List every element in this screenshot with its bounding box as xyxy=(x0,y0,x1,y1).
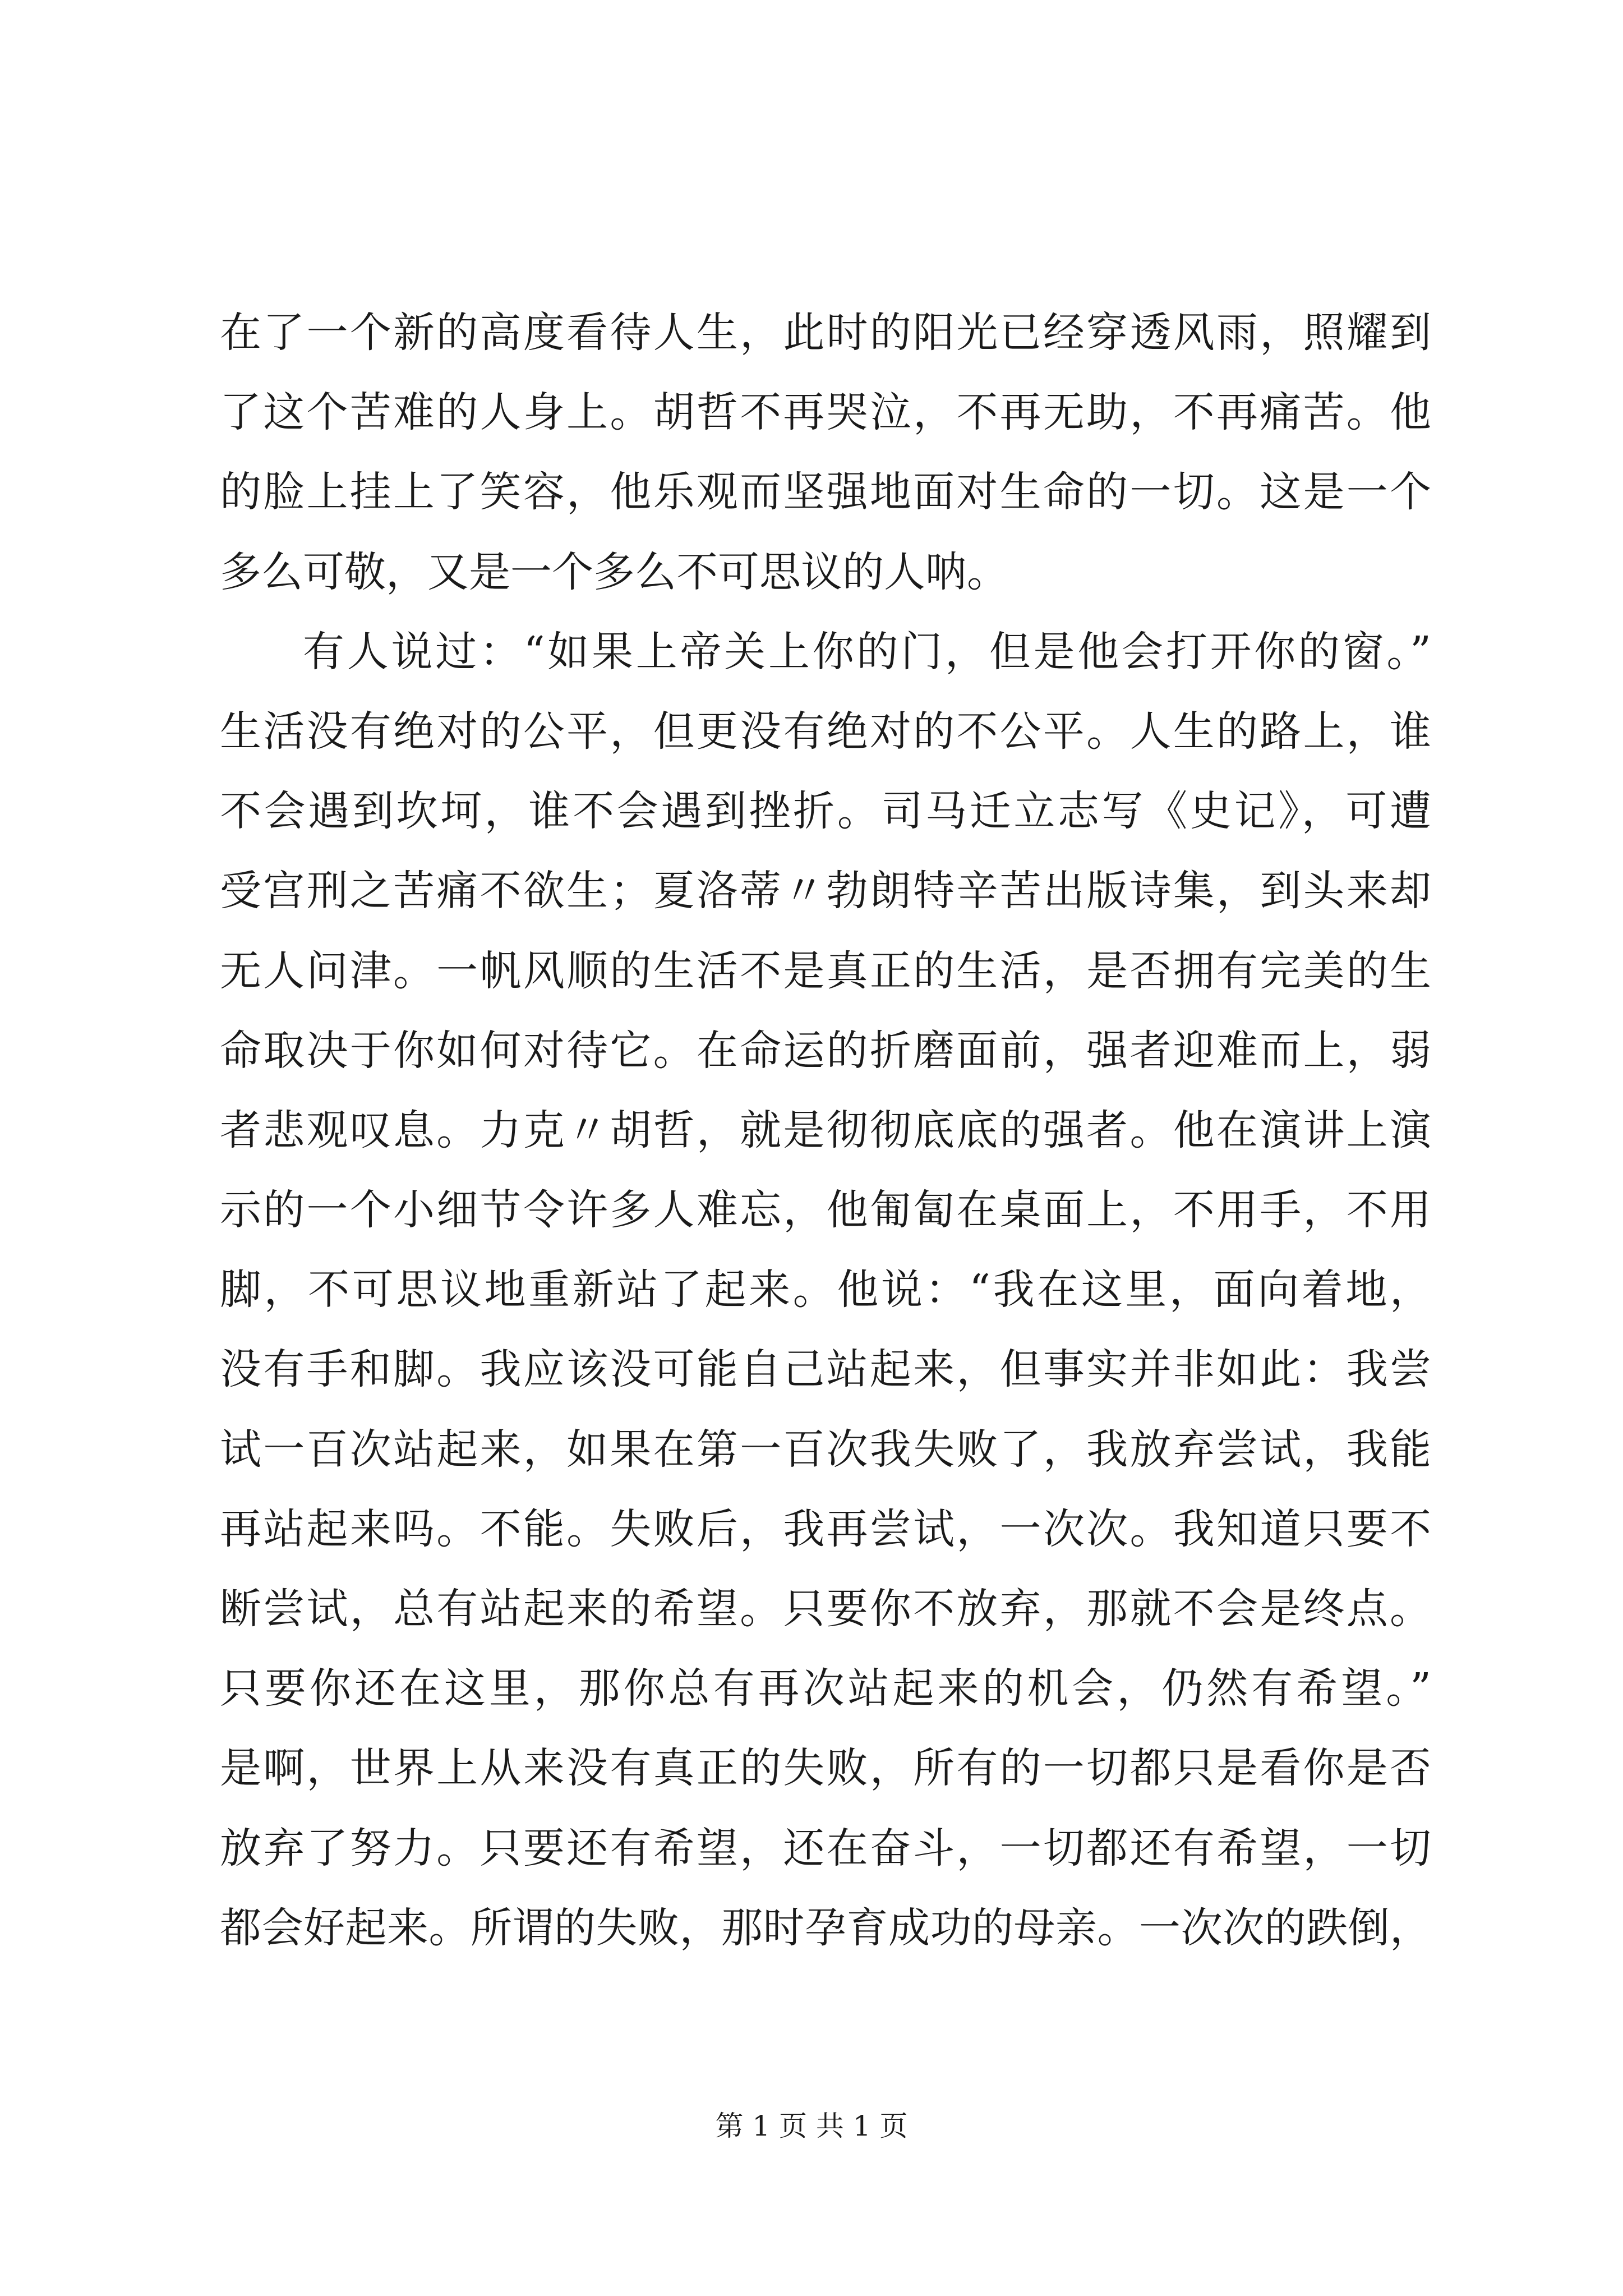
text-line: 没有手和脚。我应该没可能自己站起来，但事实并非如此：我尝 xyxy=(220,1345,1431,1394)
text-line: 再站起来吗。不能。失败后，我再尝试，一次次。我知道只要不 xyxy=(220,1504,1431,1553)
page-number-label: 第 1 页 共 1 页 xyxy=(715,2110,908,2142)
text-line: 生活没有绝对的公平，但更没有绝对的不公平。人生的路上，谁 xyxy=(220,707,1431,756)
text-line: 断尝试，总有站起来的希望。只要你不放弃，那就不会是终点。 xyxy=(220,1585,1431,1633)
text-line: 多么可敬，又是一个多么不可思议的人呐。 xyxy=(220,547,1008,596)
text-line: 有人说过：“如果上帝关上你的门，但是他会打开你的窗。” xyxy=(303,627,1431,676)
text-line: 者悲观叹息。力克〃胡哲，就是彻彻底底的强者。他在演讲上演 xyxy=(220,1106,1431,1154)
text-line: 示的一个小细节令许多人难忘，他匍匐在桌面上，不用手，不用 xyxy=(220,1186,1431,1235)
text-line: 不会遇到坎坷，谁不会遇到挫折。司马迁立志写《史记》，可遭 xyxy=(220,787,1431,836)
text-line: 脚，不可思议地重新站了起来。他说：“我在这里，面向着地， xyxy=(220,1266,1431,1314)
text-line: 受宫刑之苦痛不欲生；夏洛蒂〃勃朗特辛苦出版诗集，到头来却 xyxy=(220,867,1431,915)
text-line: 在了一个新的高度看待人生，此时的阳光已经穿透风雨，照耀到 xyxy=(220,309,1431,357)
text-line: 放弃了努力。只要还有希望，还在奋斗，一切都还有希望，一切 xyxy=(220,1824,1431,1872)
text-line: 的脸上挂上了笑容，他乐观而坚强地面对生命的一切。这是一个 xyxy=(220,468,1431,517)
text-line: 了这个苦难的人身上。胡哲不再哭泣，不再无助，不再痛苦。他 xyxy=(220,388,1431,437)
text-line: 只要你还在这里，那你总有再次站起来的机会，仍然有希望。” xyxy=(220,1664,1431,1713)
text-line: 是啊，世界上从来没有真正的失败，所有的一切都只是看你是否 xyxy=(220,1744,1431,1793)
page-footer xyxy=(0,2109,1623,2143)
text-line: 试一百次站起来，如果在第一百次我失败了，我放弃尝试，我能 xyxy=(220,1425,1431,1474)
text-line: 命取决于你如何对待它。在命运的折磨面前，强者迎难而上，弱 xyxy=(220,1026,1431,1075)
text-line: 无人问津。一帆风顺的生活不是真正的生活，是否拥有完美的生 xyxy=(220,946,1431,995)
body-text xyxy=(220,293,1431,1968)
text-line: 都会好起来。所谓的失败，那时孕育成功的母亲。一次次的跌倒， xyxy=(220,1903,1431,1952)
